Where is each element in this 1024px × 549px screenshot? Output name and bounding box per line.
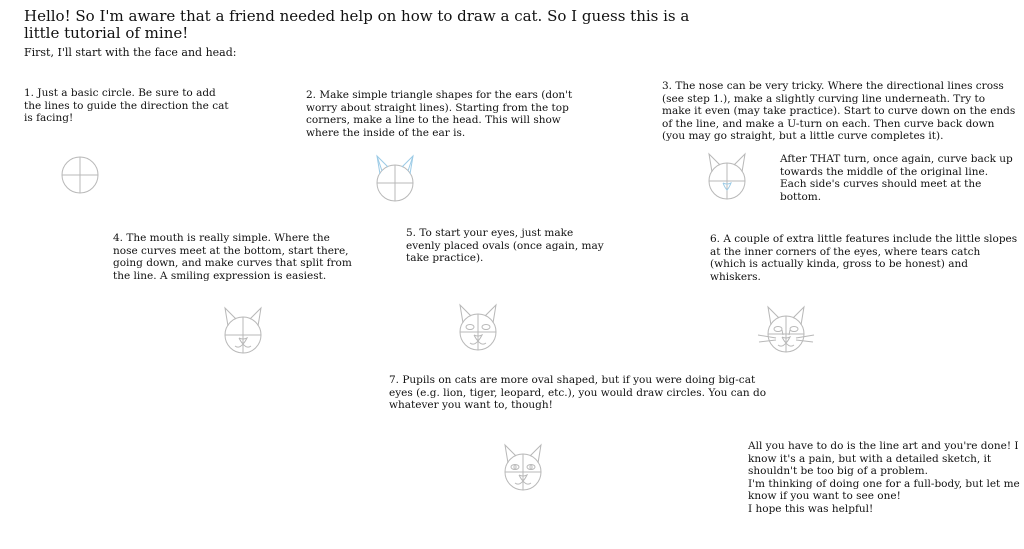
step-4-mouth-sketch: [220, 305, 268, 361]
step-6-text: 6. A couple of extra little features include the little slopes at the inner corners of the eyes, where tears catch (which is actually kinda, gross to be honest) and whiskers.: [710, 233, 1018, 283]
step-6-whiskers-sketch: [756, 302, 818, 358]
step-7-text: 7. Pupils on cats are more oval shaped, but if you were doing big-cat eyes (e.g. lion, tiger, leopard, etc.), you would draw circles. You can do whatever you want to, though!: [389, 374, 767, 412]
tutorial-title: Hello! So I'm aware that a friend needed help on how to draw a cat. So I guess this is a little tutorial of mine!: [24, 7, 690, 42]
closing-line-1: All you have to do is the line art and you're done! I know it's a pain, but with a detailed sketch, it shouldn't be too big of a problem.: [748, 440, 1019, 478]
closing-line-2: I'm thinking of doing one for a full-body, but let me know if you want to see one!: [748, 477, 1020, 503]
closing-line-3: I hope this was helpful!: [748, 502, 874, 515]
step-3-continued-text: After THAT turn, once again, curve back up towards the middle of the original line. Each side's curves should meet at the bottom.: [780, 153, 1013, 203]
step-4-text: 4. The mouth is really simple. Where the nose curves meet at the bottom, start there, going down, and make curves that split from the line. A smiling expression is easiest.: [113, 232, 352, 282]
intro-text: First, I'll start with the face and head:: [24, 46, 237, 59]
step-2-ears-sketch: [372, 150, 420, 206]
step-7-pupils-sketch: [500, 440, 548, 496]
step-5-eyes-sketch: [455, 300, 503, 356]
step-5-text: 5. To start your eyes, just make evenly placed ovals (once again, may take practice).: [406, 227, 604, 265]
step-1-text: 1. Just a basic circle. Be sure to add the lines to guide the direction the cat is facing!: [24, 87, 229, 125]
step-2-text: 2. Make simple triangle shapes for the ears (don't worry about straight lines). Starting from the top corners, make a line to the head. This will show where the inside of the ear is.: [306, 89, 573, 139]
closing-notes: [748, 440, 1023, 516]
step-3-nose-sketch: [704, 148, 752, 204]
step-1-circle-sketch: [60, 155, 102, 197]
step-3-text: 3. The nose can be very tricky. Where the directional lines cross (see step 1.), make a slightly curving line underneath. Try to make it even (may take practice). Start to curve down on the ends of the line, and make a U-turn on each. Then curve back down (you may go straight, but a little curve completes it).: [662, 80, 1016, 143]
